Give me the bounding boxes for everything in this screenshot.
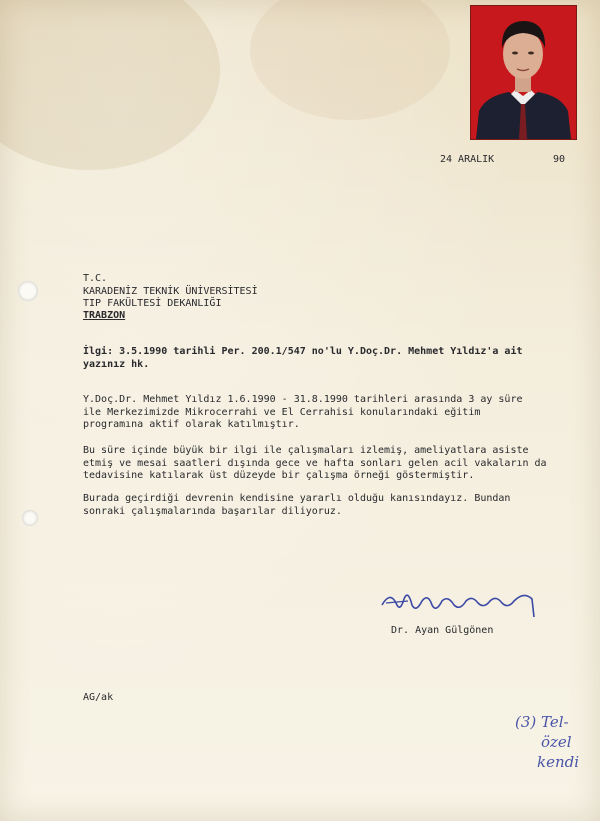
paragraph-2-line-3: tedavisine katılarak üst düzeyde bir çalışma örneği göstermiştir. [83,470,475,481]
paragraph-3-line-1: Burada geçirdiği devrenin kendisine yararlı olduğu kanısındayız. Bundan [83,493,511,504]
portrait-image [471,6,576,139]
recipient-line-2: KARADENİZ TEKNİK ÜNİVERSİTESİ [83,286,258,297]
punch-hole [18,281,38,301]
handwritten-note-line-1: (3) Tel- [515,713,569,731]
handwritten-signature [378,583,538,623]
recipient-city: TRABZON [83,310,126,321]
paragraph-2-line-2: etmiş ve mesai saatleri dışında gece ve hafta sonları gelen acil vakaların da [83,458,547,469]
handwritten-note-line-3: kendi [537,753,580,771]
subject-line-2: yazınız hk. [83,359,150,370]
paragraph-3-line-2: sonraki çalışmalarında başarılar diliyoruz. [83,506,342,517]
subject-line-1: İlgi: 3.5.1990 tarihli Per. 200.1/547 no'lu Y.Doç.Dr. Mehmet Yıldız'a ait [83,346,523,357]
paragraph-1-line-1: Y.Doç.Dr. Mehmet Yıldız 1.6.1990 - 31.8.1990 tarihleri arasında 3 ay süre [83,394,523,405]
date-year: 90 [553,154,566,165]
portrait-photo [470,5,577,140]
paper-stain [0,0,220,170]
date-day-month: 24 ARALIK [440,154,495,165]
paragraph-2-line-1: Bu süre içinde büyük bir ilgi ile çalışmaları izlemiş, ameliyatlara asiste [83,445,529,456]
handwritten-note [515,712,579,772]
recipient-line-3: TIP FAKÜLTESİ DEKANLIĞI [83,298,222,309]
punch-hole [22,510,38,526]
recipient-line-1: T.C. [83,273,108,284]
paragraph-1-line-2: ile Merkezimizde Mikrocerrahi ve El Cerrahisi konularındaki eğitim [83,407,481,418]
paper-stain [250,0,450,120]
paragraph-1-line-3: programına aktif olarak katılmıştır. [83,419,300,430]
reference-initials: AG/ak [83,692,114,703]
handwritten-note-line-2: özel [541,733,572,751]
signer-name: Dr. Ayan Gülgönen [391,625,494,636]
